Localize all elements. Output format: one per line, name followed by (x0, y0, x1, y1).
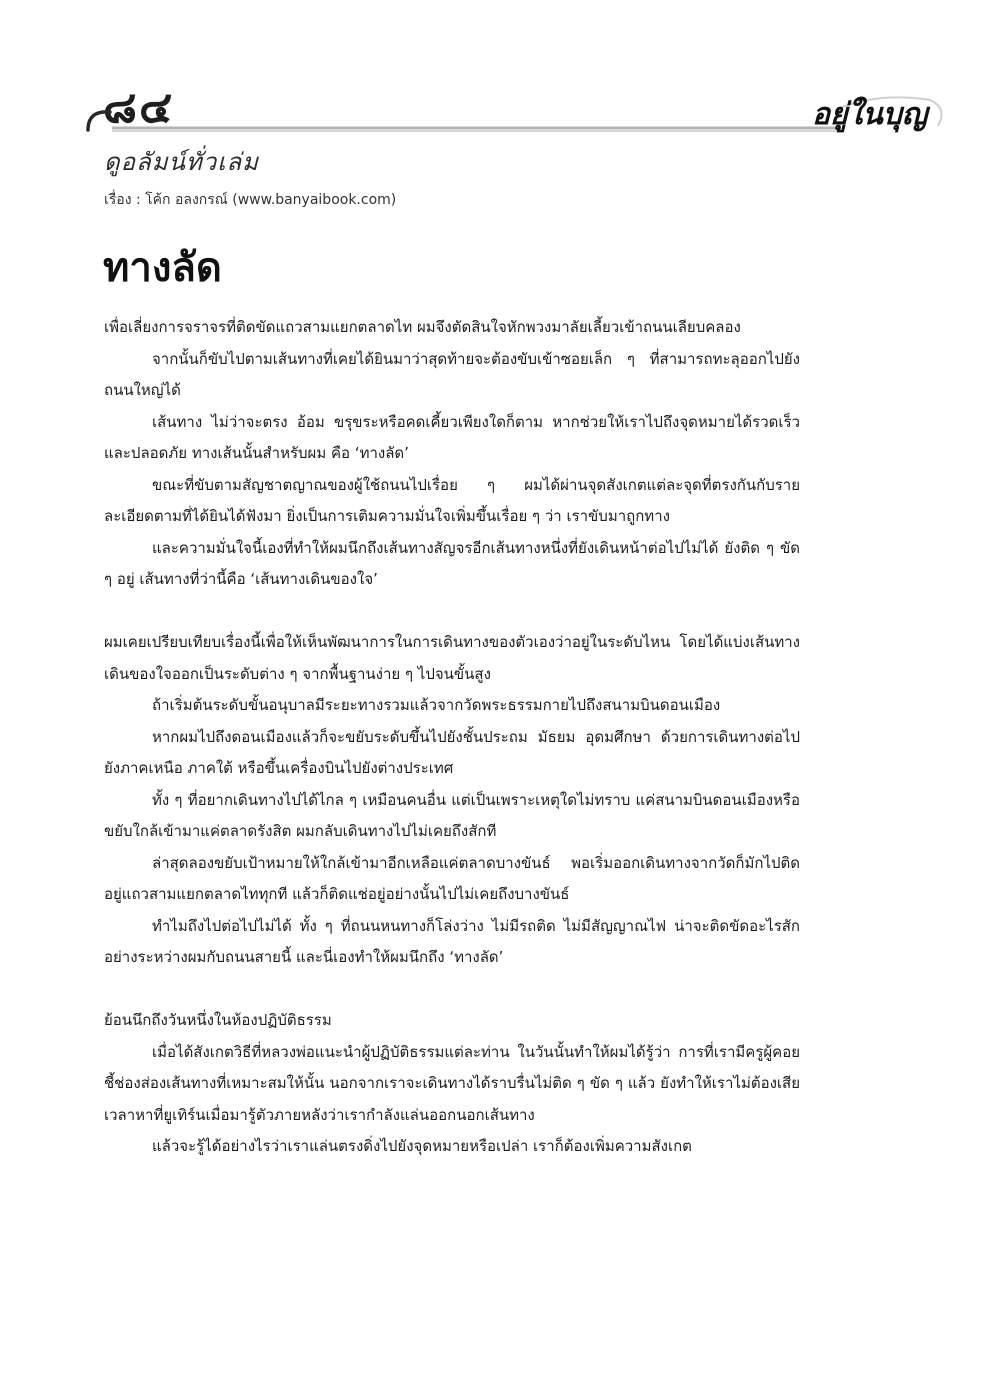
column-title: ดูอลัมน์ทั่วเล่ม (104, 148, 259, 176)
paragraph: เมื่อได้สังเกตวิธีที่หลวงพ่อแนะนำผู้ปฏิบัติธรรมแต่ละท่าน ในวันนั้นทำให้ผมได้รู้ว่า การที่เรามีครูผู้คอยชี้ช่องส่องเส้นทางที่เหมาะสมให้นั้น นอกจากเราจะเดินทางได้ราบรื่นไม่ติด ๆ ขัด ๆ แล้ว ยังทำให้เราไม่ต้องเสียเวลาหาที่ยูเทิร์นเมื่อมารู้ตัวภายหลังว่าเรากำลังแล่นออกนอกเส้นทาง (104, 1042, 800, 1124)
paragraph: ขณะที่ขับตามสัญชาตญาณของผู้ใช้ถนนไปเรื่อย ๆ ผมได้ผ่านจุดสังเกตแต่ละจุดที่ตรงกันกับรายละเอียดตามที่ได้ยินได้ฟังมา ยิ่งเป็นการเติมความมั่นใจเพิ่มขึ้นเรื่อย ๆ ว่า เราขับมาถูกทาง (104, 475, 800, 525)
paragraph: ล่าสุดลองขยับเป้าหมายให้ใกล้เข้ามาอีกเหลือแค่ตลาดบางขันธ์ พอเริ่มออกเดินทางจากวัดก็มักไปติดอยู่แถวสามแยกตลาดไททุกที แล้วก็ติดแช่อยู่อย่างนั้นไปไม่เคยถึงบางขันธ์ (104, 853, 800, 903)
article-title: ทางลัด (103, 244, 222, 291)
article-body (104, 312, 800, 1163)
paragraph: และความมั่นใจนี้เองที่ทำให้ผมนึกถึงเส้นทางสัญจรอีกเส้นทางหนึ่งที่ยังเดินหน้าต่อไปไม่ได้ ยังติด ๆ ขัด ๆ อยู่ เส้นทางที่ว่านี้คือ ‘เส้นทางเดินของใจ’ (104, 538, 800, 588)
paragraph: ทำไมถึงไปต่อไปไม่ได้ ทั้ง ๆ ที่ถนนหนทางก็โล่งว่าง ไม่มีรถติด ไม่มีสัญญาณไฟ น่าจะติดขัดอะไรสักอย่างระหว่างผมกับถนนสายนี้ และนี่เองทำให้ผมนึกถึง ‘ทางลัด’ (104, 916, 800, 966)
paragraph: เพื่อเลี่ยงการจราจรที่ติดขัดแถวสามแยกตลาดไท ผมจึงตัดสินใจหักพวงมาลัยเลี้ยวเข้าถนนเลียบคลอง (104, 318, 741, 336)
paragraph: ทั้ง ๆ ที่อยากเดินทางไปได้ไกล ๆ เหมือนคนอื่น แต่เป็นเพราะเหตุใดไม่ทราบ แค่สนามบินดอนเมืองหรือขยับใกล้เข้ามาแค่ตลาดรังสิต ผมกลับเดินทางไปไม่เคยถึงสักที (104, 790, 800, 840)
page-header (0, 0, 1000, 160)
paragraph: จากนั้นก็ขับไปตามเส้นทางที่เคยได้ยินมาว่าสุดท้ายจะต้องขับเข้าซอยเล็ก ๆ ที่สามารถทะลุออกไปยังถนนใหญ่ได้ (104, 349, 800, 399)
paragraph: ถ้าเริ่มต้นระดับขั้นอนุบาลมีระยะทางรวมแล้วจากวัดพระธรรมกายไปถึงสนามบินดอนเมือง (152, 696, 721, 714)
header-rule (0, 0, 1000, 160)
byline: เรื่อง : โค้ก อลงกรณ์ (www.banyaibook.com) (104, 192, 397, 208)
page-number: ๘๔ (103, 82, 175, 133)
paragraph: ผมเคยเปรียบเทียบเรื่องนี้เพื่อให้เห็นพัฒนาการในการเดินทางของตัวเองว่าอยู่ในระดับไหน โดยได้แบ่งเส้นทางเดินของใจออกเป็นระดับต่าง ๆ จากพื้นฐานง่าย ๆ ไปจนขั้นสูง (104, 633, 800, 683)
magazine-logo: อยู่ในบุญ (812, 97, 928, 132)
paragraph: เส้นทาง ไม่ว่าจะตรง อ้อม ขรุขระหรือคดเคี้ยวเพียงใดก็ตาม หากช่วยให้เราไปถึงจุดหมายได้รวดเร็วและปลอดภัย ทางเส้นนั้นสำหรับผม คือ ‘ทางลัด’ (104, 412, 800, 462)
paragraph: ย้อนนึกถึงวันหนึ่งในห้องปฏิบัติธรรม (104, 1011, 332, 1029)
paragraph: แล้วจะรู้ได้อย่างไรว่าเราแล่นตรงดิ่งไปยังจุดหมายหรือเปล่า เราก็ต้องเพิ่มความสังเกต (152, 1137, 692, 1155)
paragraph: หากผมไปถึงดอนเมืองแล้วก็จะขยับระดับขึ้นไปยังชั้นประถม มัธยม อุดมศึกษา ด้วยการเดินทางต่อไปยังภาคเหนือ ภาคใต้ หรือขึ้นเครื่องบินไปยังต่างประเทศ (104, 727, 800, 777)
